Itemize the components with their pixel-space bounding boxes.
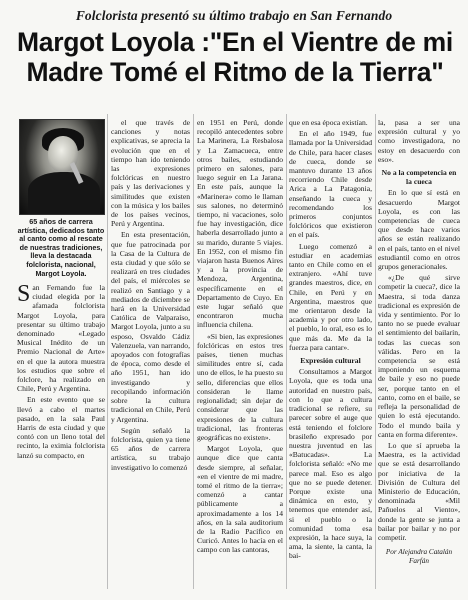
paragraph: En esta presentación, que fue patrocinada por la Casa de la Cultura de esta ciudad y que sólo se realizará en tres ciudades del país, el miércoles se realizó en Santiago y a mediados de diciembre se hará en la Universidad Católica de Valparaíso, Margot Loyola, junto a su esposo, Osvaldo Cádiz Valenzuela, van narrando, apoyados con fotografías de época, como desde el año 1951, han ido investigando y recopilando información sobre la cultura tradicional en Chile, Perú y Argentina. [111,230,190,424]
text-column-4 [289,118,372,561]
paragraph: que en esa época existían. [289,118,368,127]
paragraph: En el año 1949, fue llamada por la Universidad de Chile, para hacer clases de cueca, donde se mantuvo durante 13 años recorriendo Chile desde Arica a La Patagonia, enseñando la cueca y recomendando los primeros conjuntos folclóricos que existieron en el país. [289,129,372,240]
paragraph: En este evento que se llevó a cabo el martes pasado, en la sala Paul Harris de esta ciudad y que contó con un lleno total del recinto, la eximia folclorista lanzó su compacto, en [17,395,105,460]
paragraph: Según señaló la folclorista, quien ya tiene 65 años de carrera artística, su trabajo investigativo lo comenzó [111,425,190,472]
paragraph: Consultamos a Margot Loyola, que es toda una autoridad en nuestro país, con lo que a cultura tradicional se refiere, su parecer sobre el auge que está teniendo el folclore brasileño expresado por nuestra juventud en las «Batucadas». La folclorista señaló: «No me parece mal. Eso es algo que no se puede detener. Porque existe una dinámica en esto, y tenemos que entender así, si el pueblo o la comunidad toma esa expresión, la hace suya, la ama, la siente, la canta, la bai- [289,367,372,561]
paragraph: «Si bien, las expresiones folclóricas en estos tres países, tienen muchas similitudes entre sí, cada uno de ellos, le ha puesto su sello, diferencias que ellos consideran le llame regionalidad; sin dejar de considerar que las expresiones de la cultura tradicional, las fronteras geográficas no existen». [197,331,283,442]
drop-cap: S [17,281,31,307]
section-subheading: Expresión cultural [300,356,361,366]
portrait-photo [19,119,105,215]
paragraph: an Fernando fue la ciudad elegida por la afamada folclorista Margot Loyola, para presentar su último trabajo denominado «Legado Musical Inédito de un Premio Nacional de Arte» en el que la autora muestra los estudios que sobre el folclore, ha realizado en Chile, Perú y Argentina. [17,283,105,394]
text-column-2 [111,118,190,472]
column-divider [375,114,376,589]
column-divider [193,114,194,589]
author-byline: Por Alejandra Catalán Farfán [385,548,453,566]
column-divider [107,114,108,589]
text-column-5 [378,118,460,567]
text-column-3 [197,118,283,555]
paragraph: Margot Loyola, que aunque dice que canta desde siempre, al señalar, «en el vientre de mi madre, tomé el ritmo de la tierra»; comenzó a cantar públicamente a aproximadamente a los 14 años, en la sala auditorium de la Radio Pacífico en Curicó. Antes lo hacía en el campo con las cantoras, [197,444,283,555]
column-divider [286,114,287,589]
photo-figure-body [28,172,100,214]
paragraph: el que través de canciones y notas explicativas, se aprecia la evolución que en el tiempo han ido teniendo las expresiones folclóricas en nuestro país y las derivaciones y similitudes que existen con la música y los bailes de los países vecinos, Perú y Argentina. [111,118,190,229]
section-subheading: No a la competencia en la cueca [381,168,457,187]
paragraph: Luego comenzó a estudiar en academias tanto en Chile como en el extranjero. «Ahí tuve grandes maestros, dice, en Chile, en Perú y en Argentina, maestros que me orientaron desde la academia y por otro lado, el pueblo, lo oral, eso es lo que más da. Me da la fuerza para cantar». [289,241,372,352]
article-kicker: Folclorista presentó su último trabajo en San Fernando [75,8,393,23]
paragraph: en 1951 en Perú, donde recopiló antecedentes sobre La Marinera, La Resbalosa y La Zamacueca, entre otros bailes, estudiando primero en salones, para luego seguir en La Jarana. En este país, aunque la «Marinera» como le llaman sus salones, no determinó tiempo, ni vacaciones, solo fue hay investigación, dice haberla desarrollado junto a su marido, durante 5 viajes. En 1952, con el mismo fin viajaron hasta Buenos Aires y a la provincia de Mendoza, Argentina, específicamente en el Departamento de Cuyo. En este lugar señaló que encontraron mucha influencia chilena. [197,118,283,330]
text-column-1 [17,283,105,460]
paragraph: En lo que sí está en desacuerdo Margot Loyola, es con las competencias de cueca que desde hace varios años se están realizando en el país, tanto en el nivel estudiantil como en otros grupos generacionales. [378,188,460,272]
paragraph: Lo que sí aprueba la Maestra, es la actividad que se está desarrollando por iniciativa de la División de Cultura del Ministerio de Educación, denominada «Mil Pañuelos al Viento», donde la gente se junta a bailar por bailar y no por competir. [378,440,460,542]
paragraph: la, pasa a ser una expresión cultural y yo como investigadora, no estoy en desacuerdo con eso». [378,118,460,164]
article-headline: Margot Loyola :"En el Vientre de mi Madre Tomé el Ritmo de la Tierra" [17,27,453,87]
photo-caption: 65 años de carrera artística, dedicados tanto al canto como al rescate de nuestras tradiciones, lleva la destacada folclorista, nacional, Margot Loyola. [17,217,105,278]
paragraph: «¿De qué sirve competir la cueca?, dice la Maestra, si toda danza tradicional es expresión de vida y sentimiento. Por lo tanto no se puede evaluar el sentimiento del bailarín, todas las cuecas son válidas. Pero en la competencia se está imponiendo un esquema de baile y eso no puede ser, porque tanto en el canto, como en el baile, se refleja la personalidad de quien lo está ejecutando. Todo el mundo baila y canta en forma diferente». [378,273,460,439]
